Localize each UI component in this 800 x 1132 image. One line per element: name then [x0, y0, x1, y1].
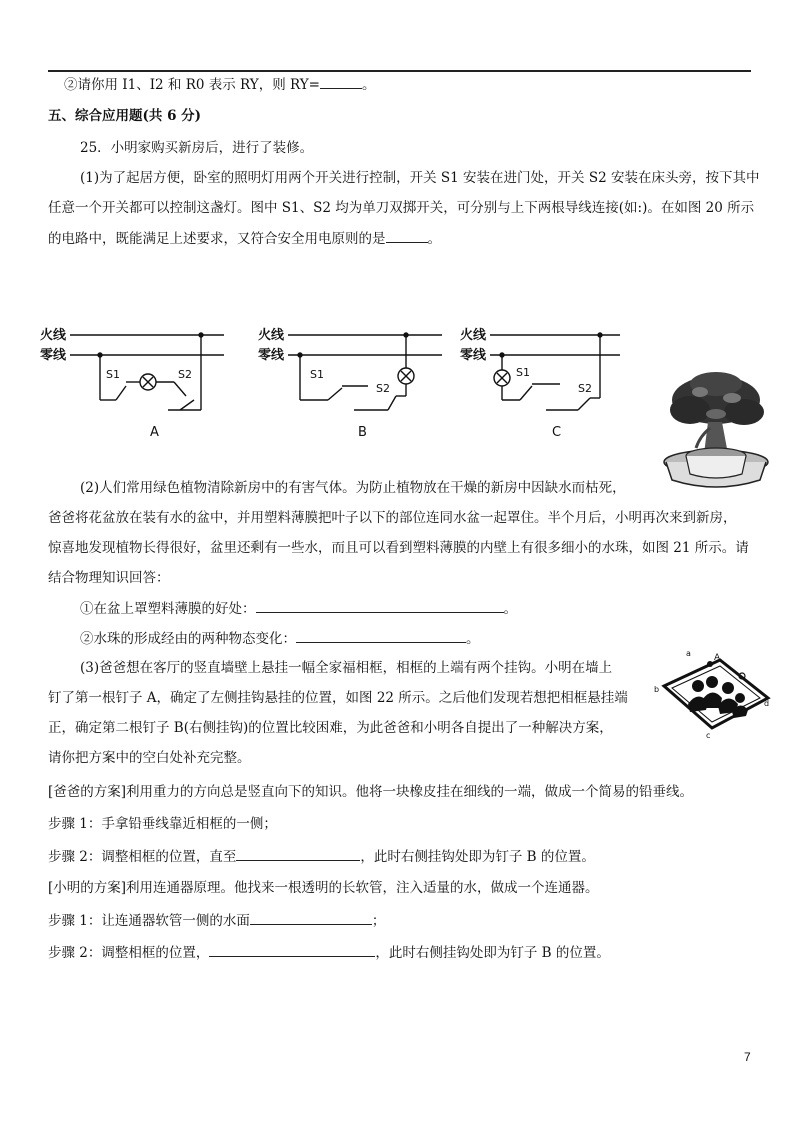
switch-s1-label: S1 [310, 368, 324, 381]
q25-part3-line3: 正，确定第二根钉子 B(右侧挂钩)的位置比较困难，为此爸爸和小明各自提出了一种解决方案， [48, 720, 613, 736]
circuit-b [258, 327, 442, 440]
q25-part1-line3 [48, 228, 441, 249]
label-nail-a: A [714, 653, 721, 663]
answer-blank-ry[interactable] [320, 74, 362, 89]
potted-plant-illustration [660, 370, 772, 490]
circuit-diagrams [40, 318, 620, 443]
neutral-wire-label: 零线 [258, 348, 285, 363]
nail-a-icon [707, 661, 713, 667]
option-b-label: B [358, 425, 367, 440]
option-a-label: A [150, 425, 159, 440]
dad-step2-tail: ，此时右侧挂钩处即为钉子 B 的位置。 [360, 849, 595, 865]
q25-part2-line3: 惊喜地发现植物长得很好，盆里还剩有一些水，而且可以看到塑料薄膜的内壁上有很多细小的水珠，如图 21 所示。请 [48, 540, 749, 556]
answer-blank-film-benefit[interactable] [256, 598, 504, 613]
q25-part3-line2: 钉了第一根钉子 A，确定了左侧挂钩悬挂的位置，如图 22 所示。之后他们发现若想把相框悬挂端 [48, 690, 628, 706]
answer-blank-state-changes[interactable] [296, 628, 466, 643]
label-b: b [654, 685, 660, 694]
circuit-c [460, 327, 620, 440]
q24-part2-text: ②请你用 I1、I2 和 R0 表示 RY，则 RY= [64, 77, 320, 93]
ming-plan: [小明的方案]利用连通器原理。他找来一根透明的长软管，注入适量的水，做成一个连通器。 [48, 880, 599, 896]
live-wire-label: 火线 [460, 328, 487, 343]
q2-text: ②水珠的形成经由的两种物态变化： [80, 631, 296, 647]
ming-step1 [48, 910, 385, 931]
neutral-wire-label: 零线 [40, 348, 67, 363]
answer-blank-water-level[interactable] [250, 910, 372, 925]
q25-part3-line4: 请你把方案中的空白处补充完整。 [48, 750, 251, 766]
page-number: 7 [744, 1050, 751, 1064]
q25-part2-q2 [80, 628, 480, 649]
switch-s1-label: S1 [106, 368, 120, 381]
neutral-wire-label: 零线 [460, 348, 487, 363]
q25-part2-line4: 结合物理知识回答： [48, 570, 170, 586]
dad-step1: 步骤 1：手拿铅垂线靠近相框的一侧； [48, 816, 277, 832]
live-wire-label: 火线 [40, 328, 67, 343]
label-d: d [764, 699, 770, 708]
option-c-label: C [552, 425, 562, 440]
q25-intro: 25．小明家购买新房后，进行了装修。 [80, 140, 314, 156]
ming-step1-text: 步骤 1：让连通器软管一侧的水面 [48, 913, 250, 929]
answer-blank-plumb[interactable] [236, 846, 360, 861]
q25-part2-line2: 爸爸将花盆放在装有水的盆中，并用塑料薄膜把叶子以下的部位连同水盆一起罩住。半个月后，小明再次来到新房， [48, 510, 737, 526]
q25-part1-line2: 任意一个开关都可以控制这盏灯。图中 S1、S2 均为单刀双掷开关，可分别与上下两根导线连接(如:)。在如图 20 所示 [48, 200, 755, 216]
ming-step2-text: 步骤 2：调整相框的位置， [48, 945, 210, 961]
header-rule [48, 70, 751, 72]
q25-part3-line1: (3)爸爸想在客厅的竖直墙壁上悬挂一幅全家福相框，相框的上端有两个挂钩。小明在墙上 [80, 660, 613, 676]
section-five-title: 五、综合应用题(共 6 分) [48, 108, 202, 124]
q25-part1-text: 的电路中，既能满足上述要求，又符合安全用电原则的是 [48, 231, 386, 247]
punct: 。 [361, 77, 376, 93]
punct: ； [371, 913, 386, 929]
q25-part2-q1 [80, 598, 517, 619]
punct: 。 [427, 231, 441, 247]
switch-s2-label: S2 [376, 382, 390, 395]
q25-part1-line1: (1)为了起居方便，卧室的照明灯用两个开关进行控制，开关 S1 安装在进门处，开关 S2 安装在床头旁，按下其中 [80, 170, 760, 186]
q24-part2-line [64, 74, 375, 95]
answer-blank-circuit[interactable] [386, 228, 428, 243]
switch-s2-label: S2 [178, 368, 192, 381]
switch-s1-label: S1 [516, 366, 530, 379]
punct: 。 [466, 631, 480, 647]
dad-step2-text: 步骤 2：调整相框的位置，直至 [48, 849, 237, 865]
dad-plan: [爸爸的方案]利用重力的方向总是竖直向下的知识。他将一块橡皮挂在细线的一端，做成一个简易的铅垂线。 [48, 784, 694, 800]
q25-part2-line1: (2)人们常用绿色植物清除新房中的有害气体。为防止植物放在干燥的新房中因缺水而枯死， [80, 480, 626, 496]
punct: 。 [503, 601, 517, 617]
picture-frame-illustration [650, 648, 772, 740]
label-a: a [686, 649, 691, 658]
label-c: c [706, 731, 711, 740]
switch-s2-label: S2 [578, 382, 592, 395]
live-wire-label: 火线 [258, 328, 285, 343]
q1-text: ①在盆上罩塑料薄膜的好处： [80, 601, 256, 617]
ming-step2 [48, 942, 610, 963]
dad-step2 [48, 846, 595, 867]
circuit-a [40, 327, 224, 440]
answer-blank-adjust[interactable] [209, 942, 375, 957]
tree-foliage [670, 372, 764, 425]
ming-step2-tail: ，此时右侧挂钩处即为钉子 B 的位置。 [375, 945, 610, 961]
